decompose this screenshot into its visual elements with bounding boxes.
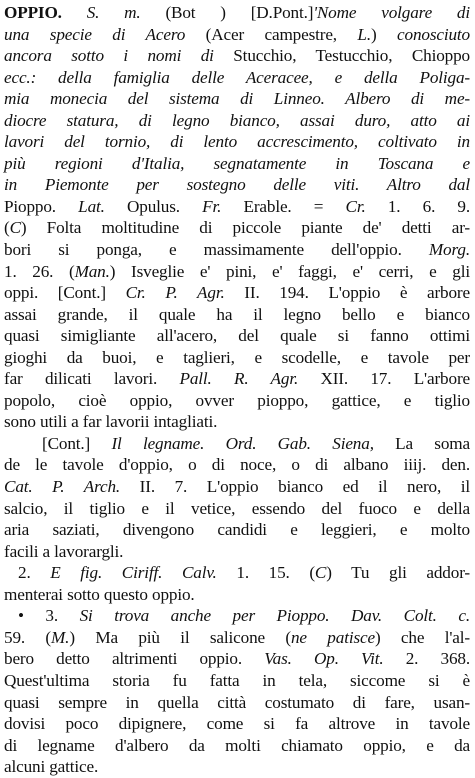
entry-line [4,196,470,218]
entry-text-run: Opulus. [104,196,203,216]
entry-text-run: aria saziati, divengono candidi e leggieri, e molto [4,520,470,540]
entry-line [4,67,470,89]
entry-text-run: salcio, il tiglio e il vetice, essendo del fuoco e della [4,498,470,518]
entry-line [4,670,470,692]
entry-text-run: 2. [18,563,51,583]
entry-text-run: 2. 368. [383,649,470,669]
entry-line [4,347,470,369]
entry-text-run: • 3. [18,606,80,626]
entry-line [4,304,470,326]
entry-text-run: [Cont.] [42,433,112,453]
entry-text-run: popolo, cioè oppio, ovver pioppo, gattice, e tiglio [4,390,470,410]
entry-line [4,756,470,778]
entry-text-run: M. [51,627,70,647]
entry-text-run: Vas. Op. Vit. [264,649,384,669]
entry-text-run: 1. 6. 9. [365,196,471,216]
entry-text-run: Stucchio, Testucchio, Chioppo [213,46,471,66]
entry-text-run: gioghi da buoi, e taglieri, e scodelle, e tavole per [4,347,470,367]
entry-line [4,110,470,132]
entry-text-run: ) che l'al- [374,627,470,647]
entry-text-run: L. [357,24,371,44]
entry-text-run: Pioppo. [4,196,79,216]
entry-text-run: ) [370,24,398,44]
entry-text-run: C [314,563,327,583]
entry-text-run: E fig. Ciriff. Calv. [50,563,217,583]
entry-text-run: Fr. [202,196,222,216]
entry-line [4,153,470,175]
entry-text-run: Erable. = [221,196,346,216]
entry-text-run: 1. 15. ( [216,563,315,583]
entry-text-run: Pall. R. Agr. [179,369,299,389]
entry-line [4,261,470,283]
entry-text-run: Lat. [78,196,105,216]
entry-text-run: 59. ( [4,627,52,647]
entry-text-run: Man. [74,261,110,281]
entry-line [4,454,470,476]
entry-line [4,713,470,735]
dictionary-entry-oppio [4,2,470,778]
entry-line [4,476,470,498]
entry-text-run: de le tavole d'oppio, o di noce, o di albano iiij. den. [4,455,470,475]
entry-line [4,282,470,304]
entry-line [4,131,470,153]
entry-text-run: menterai sotto questo oppio. [4,584,195,604]
entry-line [4,88,470,110]
entry-line [4,735,470,757]
entry-line [4,605,470,627]
entry-text-run: quasi sempre in quella città costumato di fare, usan- [4,692,470,712]
entry-text-run: dovisi poco dipignere, come si fa altrove in tavole [4,714,470,734]
entry-text-run: ( [4,218,10,238]
entry-text-run: più regioni d'Italia, segnatamente in Toscana e [4,153,470,173]
entry-line [4,239,470,261]
entry-text-run: Il legname. Ord. Gab. Siena, [111,433,374,453]
entry-text-run: conosciuto [397,24,470,44]
entry-text-run: C [9,218,21,238]
entry-text-run: Cr. P. Agr. [125,283,225,303]
entry-line [4,433,470,455]
entry-text-run: S. m. [86,3,141,22]
entry-line [4,584,470,606]
entry-text-run: quasi simigliante all'acero, del quale si fanno ottimi [4,326,470,346]
entry-text-run: ) Isveglie e' pini, e' faggi, e' cerri, e gli [109,261,470,281]
entry-text-run: bero detto altrimenti oppio. [4,649,265,669]
entry-text-run: una specie di Acero [4,24,186,44]
entry-line [4,648,470,670]
entry-text-run: sono utili a far lavorii intagliati. [4,412,218,432]
entry-line [4,24,470,46]
entry-line [4,174,470,196]
entry-line [4,498,470,520]
entry-text-run: ) Tu gli addor- [326,563,470,583]
entry-line [4,325,470,347]
entry-text-run: alcuni gattice. [4,757,99,777]
entry-text-run: Quest'ultima storia fu fatta in tela, siccome si è [4,670,470,690]
entry-text-run: II. 194. L'oppio è arbore [224,283,470,303]
headword: OPPIO. [4,3,62,22]
entry-line [4,519,470,541]
entry-line [4,368,470,390]
entry-text-run: Morg. [428,240,470,260]
entry-text-run: (Acer campestre, [185,24,358,44]
entry-text-run: (Bot ) [D.Pont.] [140,3,314,22]
entry-text-run: Cr. [345,196,366,216]
entry-text-run: 'Nome volgare di [313,3,470,22]
entry-text-run: bori si ponga, e massimamente dell'oppio. [4,240,429,260]
entry-text-run: XII. 17. L'arbore [298,369,471,389]
entry-text-run: ) Folta moltitudine di piccole piante de' detti ar- [20,218,470,238]
entry-line [4,627,470,649]
entry-text-run: mia monecia del sistema di Linneo. Albero di me- [4,89,470,109]
entry-text-run: Cat. P. Arch. [4,477,121,497]
entry-text-run: Si trova anche per Pioppo. Dav. Colt. c. [79,606,470,626]
entry-line [4,541,470,563]
entry-text-run: oppi. [Cont.] [4,283,126,303]
entry-text-run [62,3,87,22]
entry-text-run: facili a lavorargli. [4,541,124,561]
entry-text-run: II. 7. L'oppio bianco ed il nero, il [120,477,470,497]
entry-line [4,2,470,24]
entry-text-run: diocre statura, di legno bianco, assai duro, atto ai [4,110,470,130]
entry-text-run: in Piemonte per sostegno delle viti. Altro dal [4,175,470,195]
entry-text-run: di legname d'albero da molti chiamato oppio, e da [4,735,470,755]
entry-text-run: ) Ma più il salicone ( [69,627,291,647]
entry-text-run: 1. 26. ( [4,261,75,281]
entry-text-run: ne patisce [290,627,375,647]
entry-line [4,411,470,433]
entry-text-run: assai grande, il quale ha il legno bello e bianco [4,304,470,324]
entry-text-run: lavori del tornio, di lento accrescimento, coltivato in [4,132,470,152]
entry-text-run: ecc.: della famiglia delle Aceracee, e della Poliga- [4,67,470,87]
entry-text-run: La soma [373,433,470,453]
entry-line [4,45,470,67]
entry-line [4,217,470,239]
entry-text-run: far dilicati lavori. [4,369,180,389]
entry-line [4,692,470,714]
entry-line [4,390,470,412]
entry-line [4,562,470,584]
entry-text-run: ancora sotto i nomi di [4,46,214,66]
